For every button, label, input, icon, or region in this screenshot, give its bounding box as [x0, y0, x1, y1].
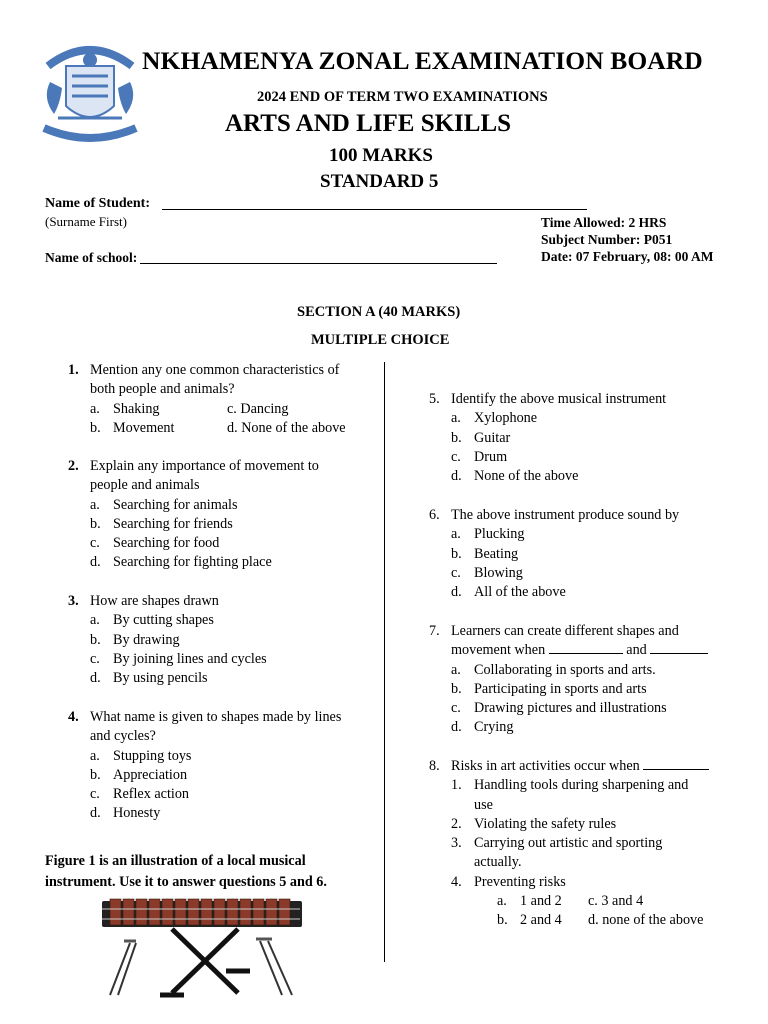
option-b[interactable]: 2 and 4	[520, 912, 562, 929]
option-letter: b.	[497, 912, 508, 929]
student-name-label: Name of Student:	[45, 196, 150, 211]
option-a[interactable]: a. Plucking	[451, 526, 525, 543]
question-number: 1.	[68, 362, 79, 378]
option-row	[90, 419, 368, 438]
question-text: Identify the above musical instrument	[451, 391, 667, 407]
xylophone-icon	[100, 895, 306, 1001]
option-b[interactable]: Movement	[113, 419, 175, 436]
option-c[interactable]: c. Blowing	[451, 564, 523, 581]
answer-blank[interactable]	[549, 653, 623, 654]
option-c[interactable]: c. Drum	[451, 448, 508, 465]
school-label: Name of school:	[45, 250, 138, 265]
option-d[interactable]: d. All of the above	[451, 584, 566, 601]
column-divider	[384, 362, 385, 962]
marks-total: 100 MARKS	[329, 145, 433, 166]
option-d[interactable]: d. none of the above	[588, 912, 704, 929]
figure-caption-line: instrument. Use it to answer questions 5 and 6.	[45, 874, 327, 890]
question-5	[429, 390, 729, 486]
option-b[interactable]: b. Participating in sports and arts	[451, 680, 647, 697]
option-b[interactable]: b. Guitar	[451, 429, 511, 446]
option-letter: a.	[90, 400, 100, 417]
option-row	[90, 400, 368, 419]
statement-2: 2. Violating the safety rules	[451, 815, 617, 832]
option-d[interactable]: d. None of the above	[451, 468, 579, 485]
time-allowed: Time Allowed: 2 HRS	[541, 215, 667, 230]
question-text	[451, 622, 729, 661]
option-a[interactable]: a. By cutting shapes	[90, 612, 214, 629]
question-text: Risks in art activities occur when	[451, 757, 729, 776]
subject-title: ARTS AND LIFE SKILLS	[225, 110, 512, 137]
question-1	[68, 361, 368, 438]
standard-level: STANDARD 5	[320, 171, 439, 192]
question-text: What name is given to shapes made by lines and cycles?	[90, 709, 342, 745]
question-6	[429, 506, 729, 602]
question-number: 2.	[68, 458, 79, 474]
statement-4: 4. Preventing risks	[451, 873, 566, 890]
school-name-line[interactable]	[140, 263, 497, 264]
question-text-line: Learners can create different shapes and	[451, 623, 679, 639]
question-number: 4.	[68, 709, 79, 725]
option-a[interactable]: a. Collaborating in sports and arts.	[451, 661, 656, 678]
question-number: 3.	[68, 593, 79, 609]
question-number: 5.	[429, 391, 440, 407]
option-b[interactable]: b. Appreciation	[90, 766, 188, 783]
option-row	[497, 911, 729, 930]
question-number: 7.	[429, 623, 440, 639]
question-2	[68, 457, 368, 573]
subject-number: Subject Number: P051	[541, 232, 673, 247]
option-a[interactable]: Shaking	[113, 400, 160, 417]
option-d[interactable]: d. Searching for fighting place	[90, 554, 272, 571]
question-text: The above instrument produce sound by	[451, 507, 680, 523]
figure-caption-line: Figure 1 is an illustration of a local musical	[45, 853, 306, 869]
option-d[interactable]: d. None of the above	[227, 419, 346, 436]
option-c[interactable]: c. 3 and 4	[588, 893, 644, 910]
student-name-line[interactable]	[162, 209, 587, 210]
option-c[interactable]: c. Reflex action	[90, 786, 190, 803]
option-b[interactable]: b. Searching for friends	[90, 515, 233, 532]
option-letter: b.	[90, 419, 101, 436]
question-text: How are shapes drawn	[90, 593, 219, 609]
question-text-line: movement when and	[451, 641, 729, 660]
question-text: Mention any one common characteristics of both people and animals?	[90, 362, 340, 398]
statement-3: 3. Carrying out artistic and sporting actually.	[451, 835, 663, 871]
question-8	[429, 757, 729, 931]
option-b[interactable]: b. By drawing	[90, 631, 180, 648]
board-logo	[36, 36, 144, 144]
section-title: SECTION A (40 MARKS)	[297, 304, 461, 320]
option-b[interactable]: b. Beating	[451, 545, 519, 562]
question-7	[429, 622, 729, 738]
option-letter: a.	[497, 893, 507, 910]
figure-caption	[45, 851, 327, 893]
board-title: NKHAMENYA ZONAL EXAMINATION BOARD	[142, 46, 703, 75]
question-number: 8.	[429, 758, 440, 774]
option-a[interactable]: a. Xylophone	[451, 410, 538, 427]
option-c[interactable]: c. Dancing	[227, 400, 289, 417]
question-text: Explain any importance of movement to people and animals	[90, 458, 319, 494]
option-d[interactable]: d. Honesty	[90, 805, 161, 822]
option-d[interactable]: d. By using pencils	[90, 670, 208, 687]
option-a[interactable]: a. Stupping toys	[90, 747, 192, 764]
answer-blank[interactable]	[650, 653, 708, 654]
answer-blank[interactable]	[643, 769, 709, 770]
option-a[interactable]: 1 and 2	[520, 893, 562, 910]
exam-date: Date: 07 February, 08: 00 AM	[541, 249, 714, 264]
option-c[interactable]: c. By joining lines and cycles	[90, 650, 267, 667]
option-a[interactable]: a. Searching for animals	[90, 496, 238, 513]
section-subtitle: MULTIPLE CHOICE	[311, 332, 450, 348]
option-row	[497, 892, 729, 911]
question-number: 6.	[429, 507, 440, 523]
statement-1: 1. Handling tools during sharpening and use	[451, 777, 689, 813]
exam-line: 2024 END OF TERM TWO EXAMINATIONS	[257, 89, 548, 105]
option-c[interactable]: c. Searching for food	[90, 535, 220, 552]
question-4	[68, 708, 368, 824]
option-d[interactable]: d. Crying	[451, 719, 514, 736]
surname-note: (Surname First)	[45, 214, 127, 229]
option-c[interactable]: c. Drawing pictures and illustrations	[451, 700, 667, 717]
question-3	[68, 592, 368, 688]
